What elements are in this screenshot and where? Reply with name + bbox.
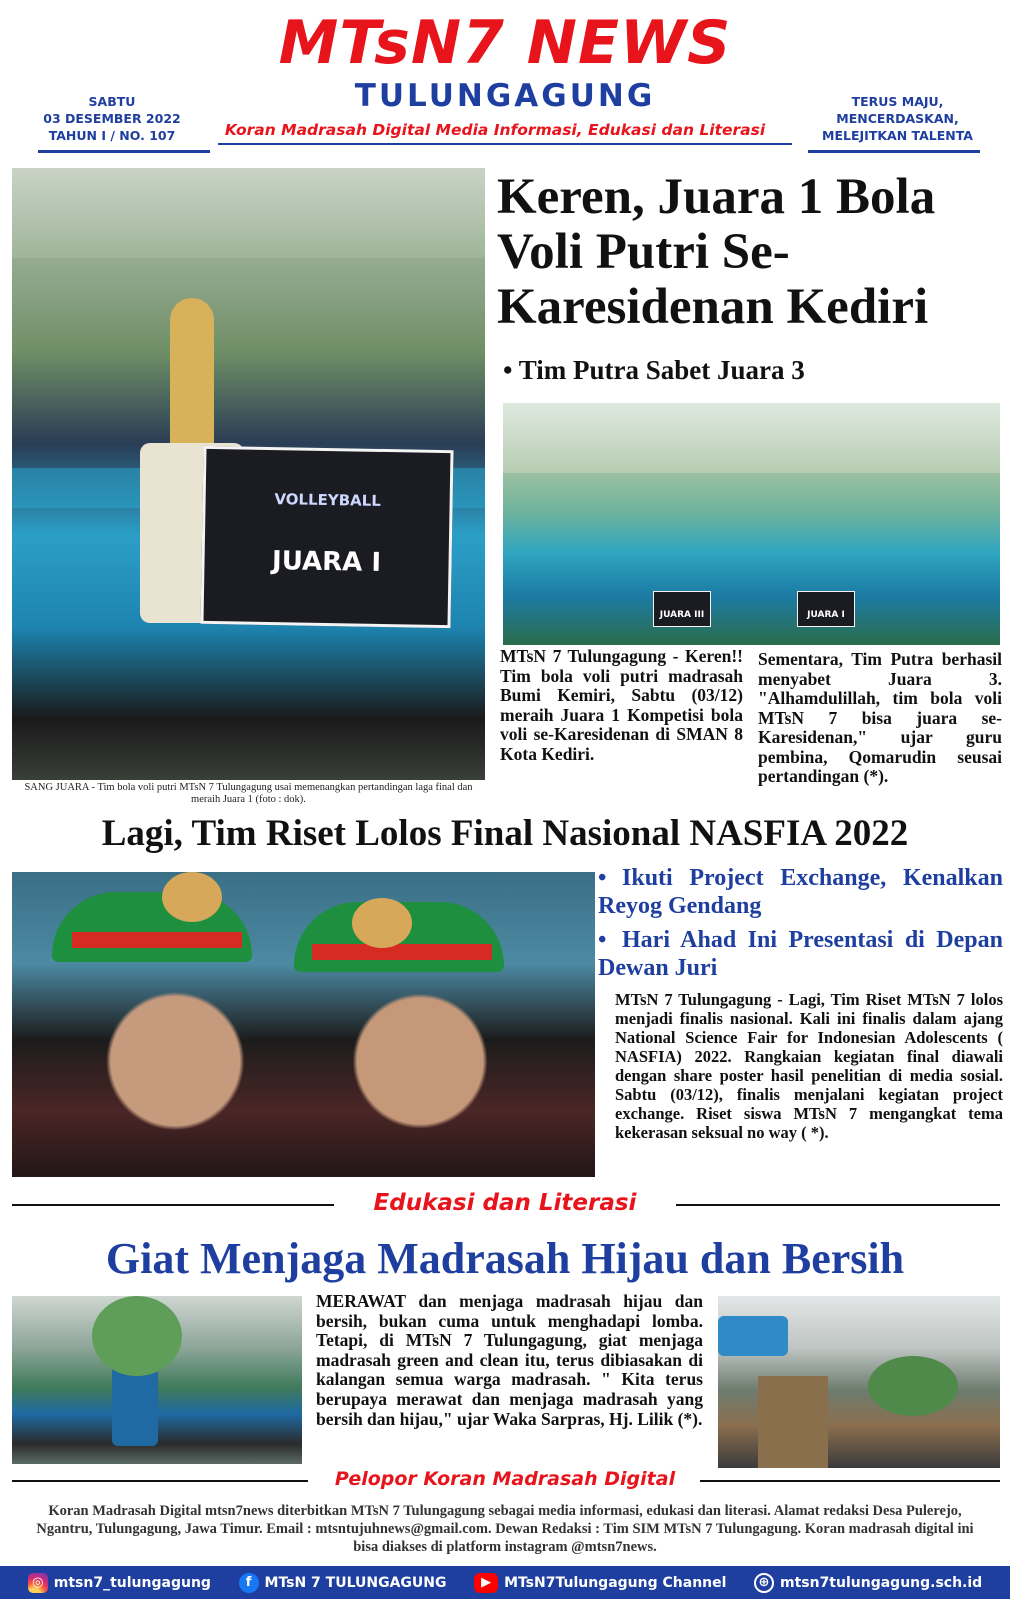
footer-info: Koran Madrasah Digital mtsn7news diterbitkan MTsN 7 Tulungagung sebagai media informasi, edukasi dan literasi. Alamat redaksi Desa Pulerejo, Ngantru, Tulungagung, Jawa Timur. Email : mtsntujuhnews@gmail.com. Dewan Redaksi : Tim SIM MTsN 7 Tulungagung. Koran madrasah digital ini bisa diakses di platform instagram @mtsn7news.: [36, 1503, 974, 1555]
photo2-banner-left: [653, 591, 711, 627]
reyog-costume-photo: [12, 872, 595, 1177]
subheadline-project-exchange: [598, 864, 1003, 920]
instagram-icon: ◎: [28, 1573, 48, 1593]
bullet-icon: •: [598, 865, 607, 891]
photo2-juara3-text: JUARA III: [659, 610, 705, 620]
headline-green-madrasah: Giat Menjaga Madrasah Hijau dan Bersih: [105, 1234, 905, 1283]
footer-tagline: Pelopor Koran Madrasah Digital: [334, 1468, 676, 1490]
banner-volleyball-text: VOLLEYBALL: [274, 490, 382, 510]
article-column-2: Sementara, Tim Putra berhasil menyabet Juara 3. "Alhamdulillah, tim bola voli MTsN 7 bisa juara se-Karesidenan," ujar guru pembina, Qomarudin seusai pertandingan (*).: [758, 649, 1002, 786]
trophy: [170, 298, 214, 448]
social-instagram-label: mtsn7_tulungagung: [53, 1574, 211, 1591]
social-website-label: mtsn7tulungagung.sch.id: [779, 1574, 983, 1591]
social-media-bar: [0, 1566, 1010, 1599]
newspaper-subtitle: TULUNGAGUNG: [354, 78, 656, 114]
subheadline-boys-team: • Tim Putra Sabet Juara 3: [503, 355, 805, 385]
masthead-rule-center: [218, 143, 792, 145]
motto-line-3: MELEJITKAN TALENTA: [822, 128, 973, 143]
team-group-photo: [503, 403, 1000, 645]
edition-date: 03 DESEMBER 2022: [43, 111, 181, 126]
social-facebook-label: MTsN 7 TULUNGAGUNG: [264, 1574, 447, 1591]
youtube-icon: ▶: [474, 1573, 498, 1593]
social-youtube[interactable]: [474, 1573, 726, 1593]
edition-number: TAHUN I / NO. 107: [48, 128, 176, 143]
section-label: Edukasi dan Literasi: [373, 1190, 637, 1216]
plant-hanging-photo: [718, 1296, 1000, 1468]
edition-day: SABTU: [88, 94, 136, 109]
champion-banner: [200, 446, 453, 628]
article-column-1: MTsN 7 Tulungagung - Keren!! Tim bola voli putri madrasah Bumi Kemiri, Sabtu (03/12) meraih Juara 1 Kompetisi bola voli se-Karesidenan di SMAN 8 Kota Kediri.: [500, 646, 743, 764]
headline-research-team: Lagi, Tim Riset Lolos Final Nasional NASFIA 2022: [101, 813, 909, 854]
newspaper-tagline: Koran Madrasah Digital Media Informasi, Edukasi dan Literasi: [224, 121, 766, 139]
volleyball-girls-photo: [12, 168, 485, 780]
masthead-rule-right: [808, 150, 980, 153]
motto-line-2: MENCERDASKAN,: [836, 111, 959, 126]
banner-juara-text: JUARA I: [271, 546, 382, 578]
globe-icon: ⊕: [754, 1573, 774, 1593]
motto: [800, 93, 995, 144]
social-facebook[interactable]: [239, 1573, 447, 1593]
photo2-banner-right: [797, 591, 855, 627]
article-green-body: MERAWAT dan menjaga madrasah hijau dan bersih, bukan cuma untuk menghadapi lomba. Tetapi, di MTsN 7 Tulungagung, giat menjaga madrasah green and clean itu, terus dibiasakan di kalangan semua warga madrasah. " Kita terus berupaya merawat dan menjaga madrasah yang bersih dan hijau," ujar Waka Sarpras, Hj. Lilik (*).: [316, 1291, 703, 1429]
photo-caption: SANG JUARA - Tim bola voli putri MTsN 7 Tulungagung usai memenangkan pertandingan laga final dan meraih Juara 1 (foto : dok).: [24, 782, 473, 805]
photo2-juara1-text: JUARA I: [807, 610, 845, 620]
social-website[interactable]: [754, 1573, 982, 1593]
plant-watering-photo: [12, 1296, 302, 1464]
bullet-icon: •: [598, 927, 607, 953]
headline-volleyball: Keren, Juara 1 Bola Voli Putri Se-Karesidenan Kediri: [497, 169, 936, 335]
masthead-rule-left: [38, 150, 210, 153]
subheadline-presentation: [598, 926, 1003, 982]
subheadline-presentation-text: Hari Ahad Ini Presentasi di Depan Dewan Juri: [598, 927, 1003, 981]
social-instagram[interactable]: [28, 1573, 211, 1593]
article-research-body: MTsN 7 Tulungagung - Lagi, Tim Riset MTsN 7 lolos menjadi finalis nasional. Kali ini finalis dalam ajang National Science Fair for Indonesian Adolescents ( NASFIA) 2022. Rangkaian kegiatan final diawali dengan share poster hasil penelitian di media sosial. Sabtu (03/12), finalis menjalani kegiatan project exchange. Riset siswa MTsN 7 mengangkat tema kekerasan seksual no way ( *).: [615, 990, 1003, 1142]
facebook-icon: f: [239, 1573, 259, 1593]
newspaper-title: MTsN7 NEWS: [278, 8, 732, 78]
social-youtube-label: MTsN7Tulungagung Channel: [504, 1574, 727, 1591]
subheadline-project-exchange-text: Ikuti Project Exchange, Kenalkan Reyog Gendang: [598, 865, 1003, 919]
motto-line-1: TERUS MAJU,: [851, 94, 944, 109]
